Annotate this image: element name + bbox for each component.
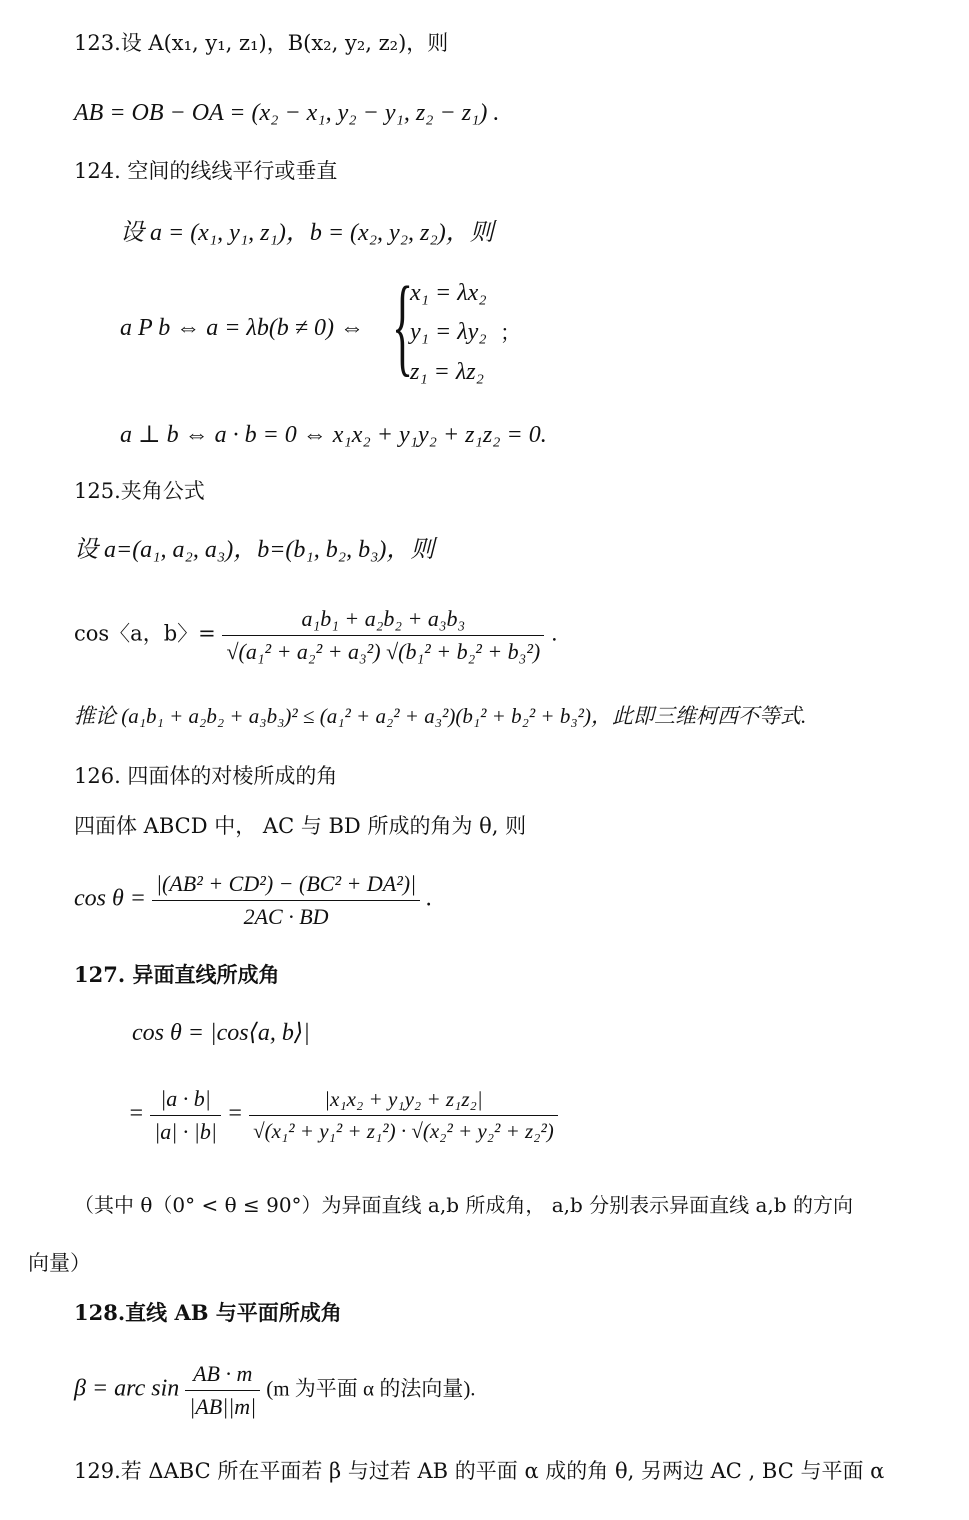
numerator: |(AB² + CD²) − (BC² + DA²)| bbox=[155, 871, 417, 896]
system-row-3 bbox=[410, 357, 484, 387]
formula-left: β = arc sin bbox=[74, 1375, 180, 1402]
item-127-title bbox=[74, 962, 279, 988]
item-124-perpendicular bbox=[120, 420, 547, 450]
item-128-title bbox=[74, 1300, 342, 1326]
system-end bbox=[500, 320, 521, 346]
section-title: 128.直线 AB 与平面所成角 bbox=[74, 1300, 342, 1325]
formula-note: (m 为平面 α 的法向量). bbox=[266, 1376, 476, 1401]
formula: AB = OB − OA = (x₂ − x₁, y₂ − y₁, z₂ − z₁) . bbox=[74, 100, 500, 126]
item-127-formula-1 bbox=[132, 1018, 310, 1048]
denominator: |AB||m| bbox=[185, 1390, 260, 1421]
equals: = bbox=[226, 1100, 244, 1127]
numerator: |x₁x₂ + y₁y₂ + z₁z₂| bbox=[324, 1087, 483, 1112]
system-row-1 bbox=[410, 278, 487, 308]
numerator: a₁b₁ + a₂b₂ + a₃b₃ bbox=[301, 606, 466, 631]
item-127-formula-2 bbox=[128, 1085, 558, 1145]
section-title: 126. 四面体的对棱所成的角 bbox=[74, 764, 338, 788]
item-123-title bbox=[74, 30, 448, 56]
denominator: √(x₁² + y₁² + z₁²) · √(x₂² + y₂² + z₂²) bbox=[249, 1115, 558, 1144]
item-127-note-2 bbox=[28, 1250, 91, 1276]
item-127-note-1 bbox=[74, 1193, 853, 1218]
item-125-cos-formula bbox=[74, 605, 558, 665]
formula-left: cos θ = bbox=[74, 885, 146, 912]
formula: cos θ = |cos⟨a, b⟩| bbox=[132, 1020, 310, 1046]
punctuation: . bbox=[550, 621, 558, 646]
text-line: 向量） bbox=[28, 1251, 91, 1275]
text-line: 129.若 ΔABC 所在平面若 β 与过若 AB 的平面 α 成的角 θ, 另两边 AC , BC 与平面 α bbox=[74, 1459, 885, 1483]
equals: = bbox=[128, 1100, 145, 1127]
text-line: 123.设 A(x₁, y₁, z₁)，B(x₂, y₂, z₂)，则 bbox=[74, 31, 449, 55]
fraction-1 bbox=[150, 1085, 221, 1145]
numerator: |a · b| bbox=[160, 1086, 211, 1111]
system-row-2 bbox=[410, 317, 487, 347]
item-123-formula bbox=[74, 98, 499, 128]
brace-icon: { bbox=[392, 264, 414, 386]
item-124-parallel-left bbox=[120, 313, 364, 343]
denominator: 2AC · BD bbox=[152, 900, 420, 931]
formula-left: cos〈a，b〉= bbox=[74, 621, 216, 646]
item-124-title bbox=[74, 158, 337, 184]
item-125-title bbox=[74, 478, 205, 504]
section-title: 125.夹角公式 bbox=[74, 479, 205, 503]
formula: a P b ⇔ a = λb(b ≠ 0) ⇔ bbox=[120, 315, 364, 341]
formula: 设 a = (x₁, y₁, z₁)，b = (x₂, y₂, z₂)，则 bbox=[120, 220, 494, 246]
denominator: √(a₁² + a₂² + a₃²) √(b₁² + b₂² + b₃²) bbox=[222, 635, 544, 666]
item-128-formula bbox=[74, 1360, 476, 1420]
item-124-set bbox=[120, 218, 494, 248]
formula: 设 a=(a₁, a₂, a₃)，b=(b₁, b₂, b₃)，则 bbox=[74, 537, 435, 563]
punctuation: . bbox=[426, 885, 433, 912]
section-title: 124. 空间的线线平行或垂直 bbox=[74, 159, 338, 183]
item-126-formula bbox=[74, 870, 432, 930]
numerator: AB · m bbox=[193, 1361, 253, 1386]
fraction bbox=[152, 870, 420, 930]
formula: y₁ = λy₂ bbox=[410, 319, 487, 345]
item-129 bbox=[74, 1458, 884, 1484]
section-title: 127. 异面直线所成角 bbox=[74, 962, 280, 987]
fraction bbox=[222, 605, 544, 665]
item-125-corollary bbox=[74, 703, 806, 729]
fraction bbox=[185, 1360, 260, 1420]
text-line: 四面体 ABCD 中， AC 与 BD 所成的角为 θ, 则 bbox=[74, 814, 527, 838]
formula: a ⊥ b ⇔ a · b = 0 ⇔ x₁x₂ + y₁y₂ + z₁z₂ = 0. bbox=[120, 422, 547, 448]
punctuation: ； bbox=[500, 321, 521, 345]
formula: x₁ = λx₂ bbox=[410, 280, 487, 306]
text-line: （其中 θ（0° < θ ≤ 90°）为异面直线 a,b 所成角， a,b 分别表示异面直线 a,b 的方向 bbox=[74, 1193, 853, 1217]
item-126-desc bbox=[74, 813, 526, 839]
formula: z₁ = λz₂ bbox=[410, 359, 484, 385]
denominator: |a| · |b| bbox=[150, 1115, 221, 1146]
item-125-set bbox=[74, 535, 434, 565]
fraction-2 bbox=[249, 1086, 558, 1144]
formula: 推论 (a₁b₁ + a₂b₂ + a₃b₃)² ≤ (a₁² + a₂² + a₃²)(b₁² + b₂² + b₃²)，此即三维柯西不等式. bbox=[74, 704, 807, 728]
item-126-title bbox=[74, 763, 337, 789]
